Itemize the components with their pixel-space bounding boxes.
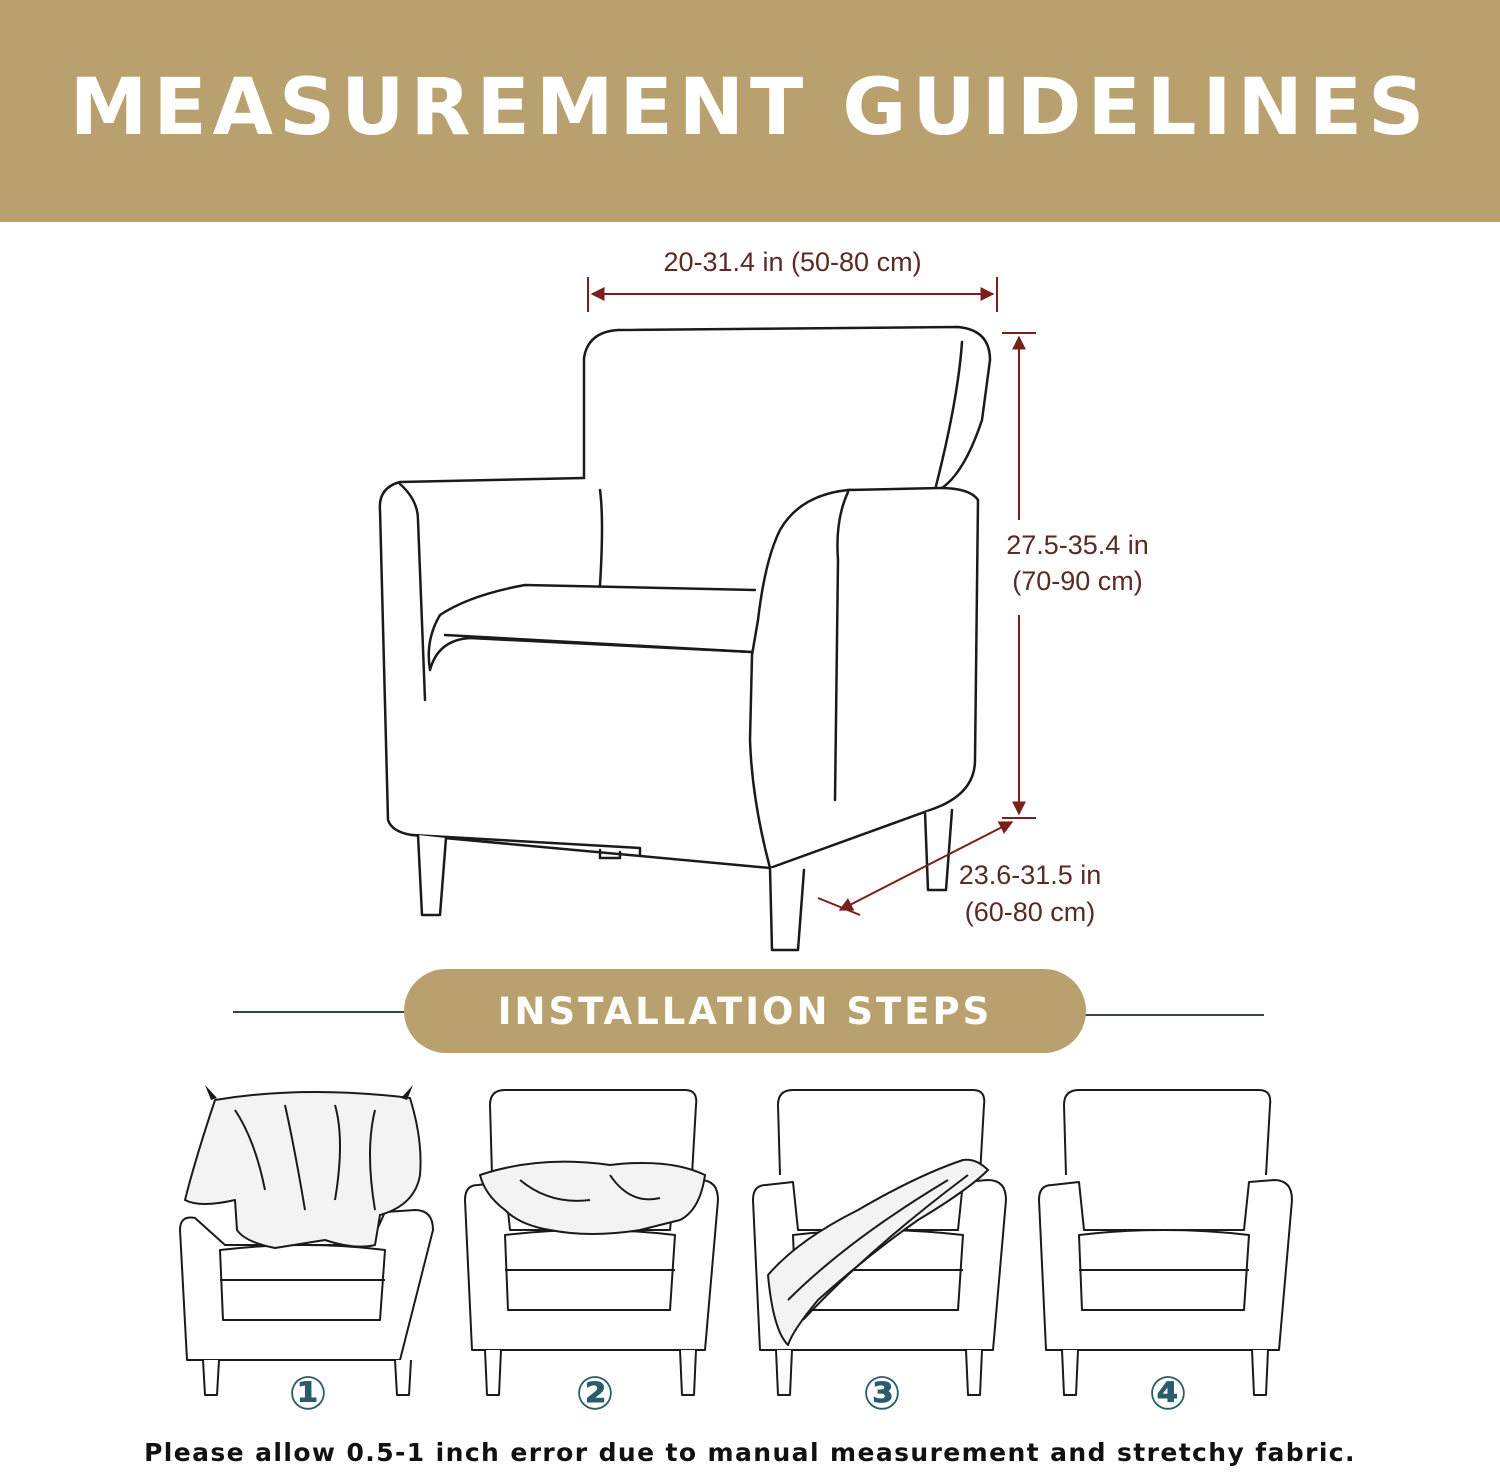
installation-steps-heading (404, 969, 1086, 1053)
step-number-2: ② (575, 1366, 615, 1420)
step-4-illustration (1034, 1080, 1304, 1410)
depth-dimension-label-line1: 23.6-31.5 in (958, 860, 1102, 890)
chair-measurement-illustration (0, 222, 1500, 962)
header-banner (0, 0, 1500, 222)
height-dimension-label-line1: 27.5-35.4 in (1006, 530, 1149, 560)
step-1-illustration (175, 1080, 445, 1410)
page-title: MEASUREMENT GUIDELINES (69, 63, 1431, 153)
chair-back (584, 327, 990, 492)
fabric-cover (480, 1162, 705, 1234)
step-number-3: ③ (862, 1366, 902, 1420)
divider-right (1082, 1014, 1264, 1016)
depth-dimension-label-line2: (60-80 cm) (964, 897, 1096, 927)
divider-left (233, 1011, 408, 1013)
height-dimension-label-line2: (70-90 cm) (1012, 566, 1143, 596)
step-number-1: ① (288, 1366, 328, 1420)
step-2-illustration (460, 1080, 730, 1410)
measurement-disclaimer: Please allow 0.5-1 inch error due to manual measurement and stretchy fabric. (144, 1438, 1356, 1467)
step-3-illustration (748, 1080, 1018, 1410)
chair-leg (418, 835, 446, 915)
chair-leg (925, 810, 952, 890)
installation-steps-title: INSTALLATION STEPS (497, 989, 993, 1033)
step-number-4: ④ (1148, 1366, 1188, 1420)
width-dimension-label: 20-31.4 in (50-80 cm) (663, 247, 922, 277)
chair-leg (770, 868, 804, 950)
